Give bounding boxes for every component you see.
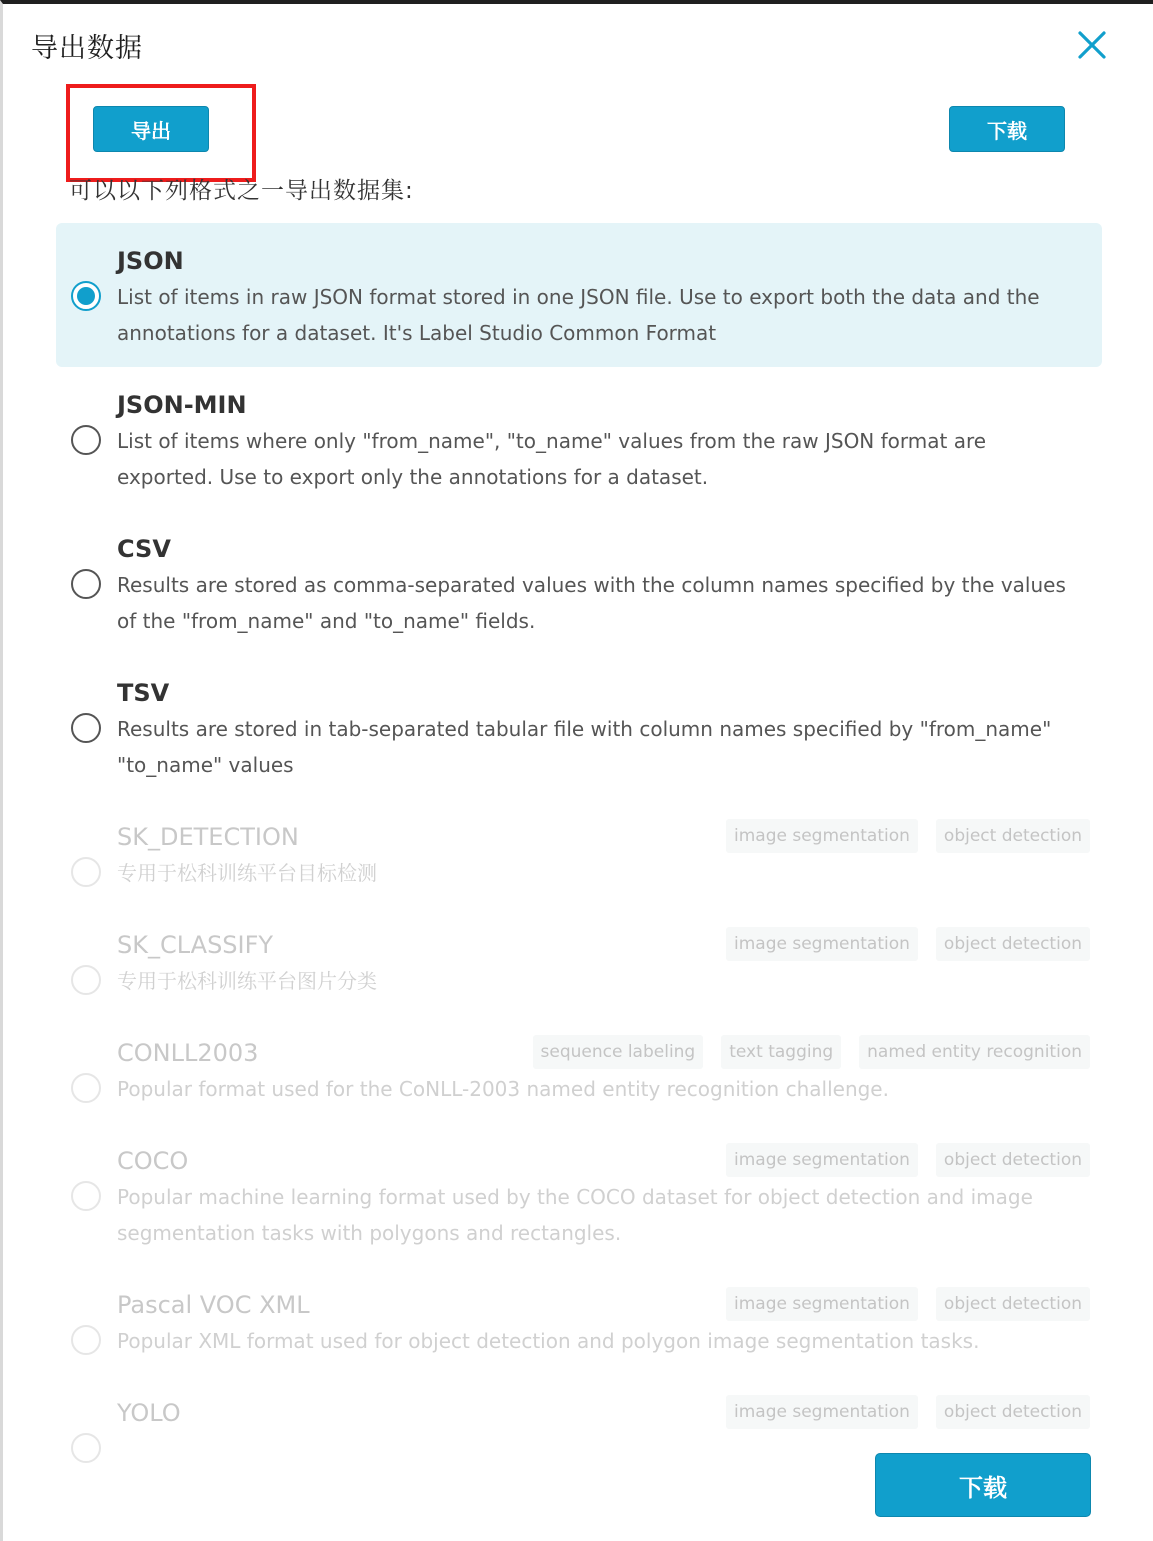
format-option-json-min[interactable] <box>56 367 1102 511</box>
format-description: 专用于松科训练平台目标检测 <box>117 861 377 885</box>
format-tags <box>726 927 1090 961</box>
format-description: 专用于松科训练平台图片分类 <box>117 969 377 993</box>
export-button[interactable]: 导出 <box>93 106 209 152</box>
format-name: JSON <box>117 247 184 275</box>
format-description: Results are stored in tab-separated tabular file with column names specified by "from_name" "to_name" values <box>117 717 1052 777</box>
format-tag: object detection <box>936 1287 1090 1321</box>
download-bottom-button[interactable]: 下载 <box>875 1453 1091 1517</box>
format-tag: image segmentation <box>726 1287 918 1321</box>
radio-unchecked-icon[interactable] <box>71 569 101 599</box>
close-button[interactable] <box>1075 28 1109 62</box>
close-icon <box>1075 28 1109 62</box>
format-tag: object detection <box>936 819 1090 853</box>
format-tag: image segmentation <box>726 1395 918 1429</box>
format-tag: named entity recognition <box>859 1035 1090 1069</box>
radio-unchecked-icon <box>71 1433 101 1463</box>
format-name: CSV <box>117 535 171 563</box>
format-option-yolo <box>56 1375 1102 1447</box>
format-tag: image segmentation <box>726 1143 918 1177</box>
format-list <box>56 223 1102 1427</box>
subtitle: 可以以下列格式之一导出数据集: <box>69 178 414 204</box>
format-option-coco <box>56 1123 1102 1267</box>
format-option-conll2003 <box>56 1015 1102 1123</box>
format-tag: object detection <box>936 1143 1090 1177</box>
format-tags <box>726 819 1090 853</box>
radio-unchecked-icon <box>71 857 101 887</box>
format-tag: object detection <box>936 927 1090 961</box>
format-tags <box>726 1143 1090 1177</box>
format-tags <box>726 1395 1090 1429</box>
radio-unchecked-icon[interactable] <box>71 425 101 455</box>
download-top-button[interactable]: 下载 <box>949 106 1065 152</box>
modal-title: 导出数据 <box>31 33 143 64</box>
format-name: COCO <box>117 1147 189 1175</box>
format-name: JSON-MIN <box>117 391 247 419</box>
format-name: TSV <box>117 679 170 707</box>
radio-unchecked-icon <box>71 1325 101 1355</box>
format-name: SK_CLASSIFY <box>117 931 274 959</box>
format-option-sk-detection <box>56 799 1102 907</box>
format-description: List of items where only "from_name", "to_name" values from the raw JSON format are exported. Use to export only the annotations for a dataset. <box>117 429 987 489</box>
radio-unchecked-icon <box>71 965 101 995</box>
format-name: SK_DETECTION <box>117 823 299 851</box>
format-option-csv[interactable] <box>56 511 1102 655</box>
radio-unchecked-icon <box>71 1181 101 1211</box>
format-option-pascal-voc-xml <box>56 1267 1102 1375</box>
format-tag: image segmentation <box>726 927 918 961</box>
format-option-json[interactable] <box>56 223 1102 367</box>
format-description: Popular format used for the CoNLL-2003 named entity recognition challenge. <box>117 1077 889 1101</box>
format-description: Popular machine learning format used by the COCO dataset for object detection and image segmentation tasks with polygons and rectangles. <box>117 1185 1033 1245</box>
format-description: Results are stored as comma-separated values with the column names specified by the values of the "from_name" and "to_name" fields. <box>117 573 1066 633</box>
format-name: Pascal VOC XML <box>117 1291 310 1319</box>
format-tag: sequence labeling <box>533 1035 704 1069</box>
format-tags <box>533 1035 1091 1069</box>
format-option-tsv[interactable] <box>56 655 1102 799</box>
format-name: CONLL2003 <box>117 1039 259 1067</box>
format-tags <box>726 1287 1090 1321</box>
format-option-sk-classify <box>56 907 1102 1015</box>
radio-unchecked-icon[interactable] <box>71 713 101 743</box>
format-name: YOLO <box>117 1399 181 1427</box>
format-tag: image segmentation <box>726 819 918 853</box>
format-description: List of items in raw JSON format stored in one JSON file. Use to export both the data and the annotations for a dataset. It's Label Studio Common Format <box>117 285 1040 345</box>
format-tag: object detection <box>936 1395 1090 1429</box>
format-tag: text tagging <box>721 1035 841 1069</box>
radio-checked-icon[interactable] <box>71 281 101 311</box>
format-description: Popular XML format used for object detection and polygon image segmentation tasks. <box>117 1329 980 1353</box>
radio-unchecked-icon <box>71 1073 101 1103</box>
